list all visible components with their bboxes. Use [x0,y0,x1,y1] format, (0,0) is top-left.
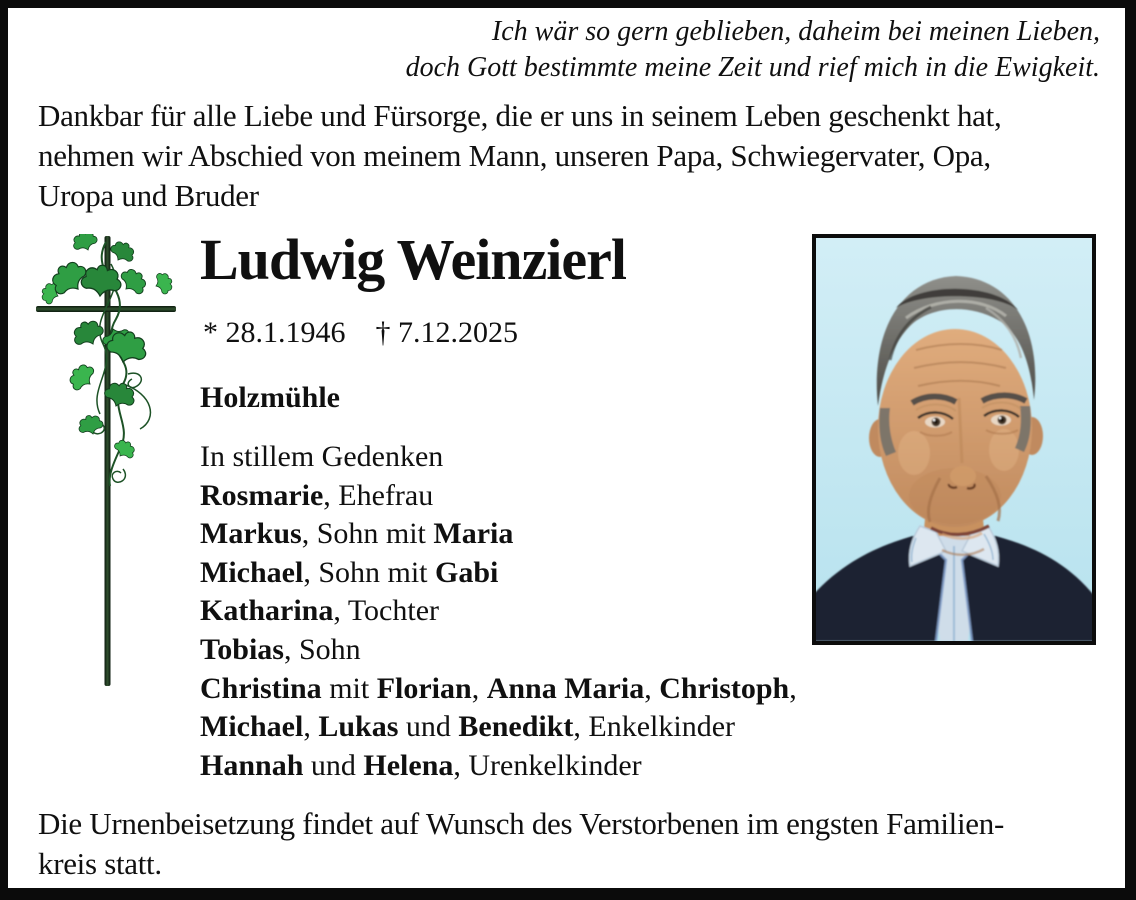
death-date: † 7.12.2025 [375,316,518,349]
life-dates [203,316,518,350]
frame-left-border [0,0,8,900]
mourner-line: Markus, Sohn mit Maria [200,517,514,551]
ivy-cross-icon [28,234,183,689]
mourner-line: Tobias, Sohn [200,632,361,666]
mourner-line: Katharina, Tochter [200,594,440,628]
portrait-photo [812,234,1096,645]
place-name: Holzmühle [200,381,340,414]
intro-text: Dankbar für alle Liebe und Fürsorge, die er uns in seinem Leben geschenkt hat, nehmen wir Abschied von meinem Mann, unseren Papa, Schwiegervater, Opa, Uropa und Bruder [38,98,1002,213]
closing-text: Die Urnenbeisetzung findet auf Wunsch des Verstorbenen im engsten Familien- kreis statt. [38,806,1004,881]
mourners-list [200,477,797,786]
deceased-name: Ludwig Weinzierl [200,227,627,292]
birth-date: * 28.1.1946 [203,316,346,349]
mourner-line: Rosmarie, Ehefrau [200,478,434,512]
mourner-line: Hannah und Helena, Urenkelkinder [200,748,642,782]
frame-right-border [1125,0,1136,900]
mourner-line: Christina mit Florian, Anna Maria, Christoph, [200,671,797,705]
mourner-line: Michael, Sohn mit Gabi [200,555,499,589]
mourning-heading: In stillem Gedenken [200,440,444,473]
frame-top-border [0,0,1136,8]
mourner-line: Michael, Lukas und Benedikt, Enkelkinder [200,710,736,744]
frame-bottom-border [0,888,1136,900]
epitaph-verse: Ich wär so gern geblieben, daheim bei meinen Lieben, doch Gott bestimmte meine Zeit und rief mich in die Ewigkeit. [405,16,1100,83]
mourning-section [200,438,797,785]
